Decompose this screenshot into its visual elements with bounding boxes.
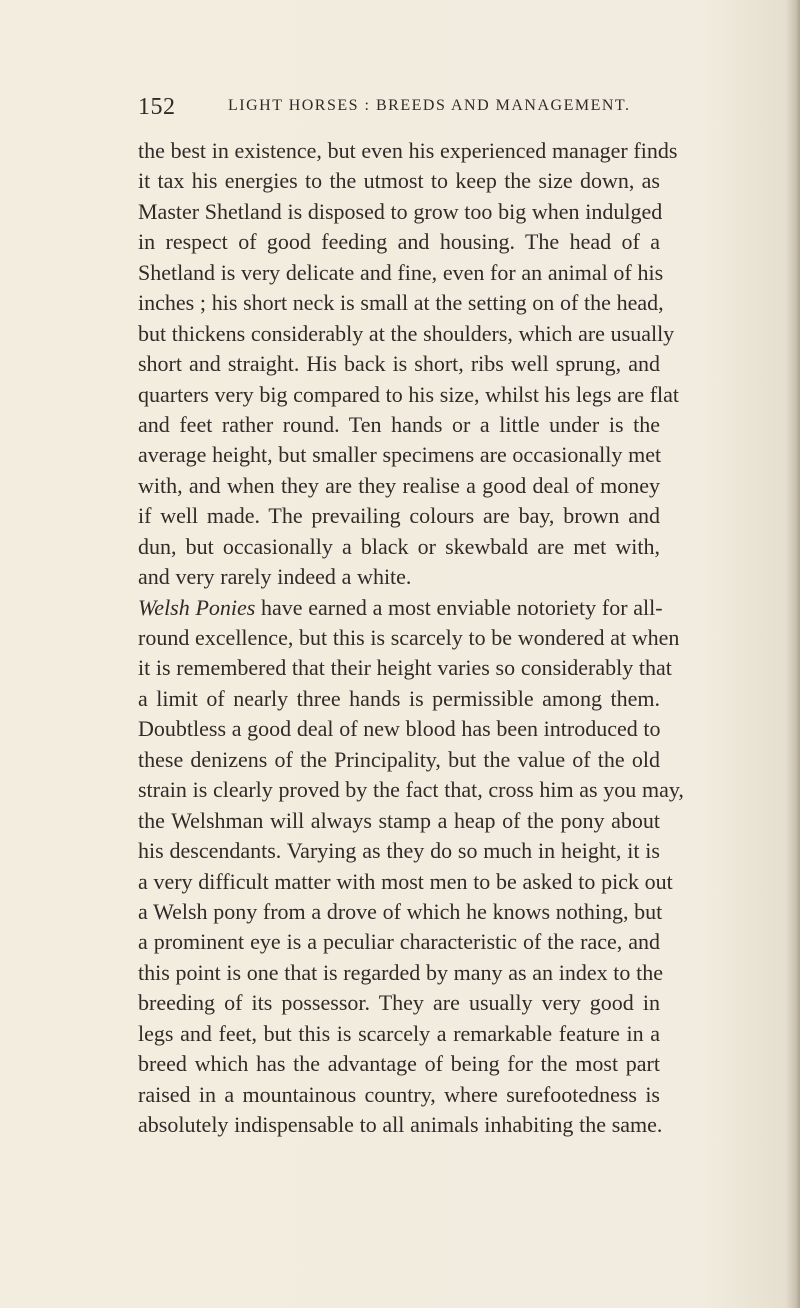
text-line: if well made. The prevailing colours are bay, brown and (138, 503, 660, 529)
text-line: the Welshman will always stamp a heap of the pony about (138, 807, 660, 833)
paragraph-last-line: and very rarely indeed a white. (138, 564, 412, 590)
text-line: average height, but smaller specimens are occasionally met (138, 442, 662, 468)
text-line: in respect of good feeding and housing. The head of a (138, 229, 660, 255)
text-line: with, and when they are they realise a good deal of money (138, 472, 660, 498)
page-edge-shadow (786, 0, 800, 1308)
text-line: a Welsh pony from a drove of which he knows nothing, but (138, 898, 663, 924)
welsh-paragraph-text: have earned a most enviable notoriety for all- (255, 594, 663, 620)
text-line: his descendants. Varying as they do so much in height, it is (138, 838, 660, 864)
text-line: a limit of nearly three hands is permissible among them. (138, 685, 660, 711)
text-line: it tax his energies to the utmost to keep the size down, as (138, 168, 660, 194)
page-header (138, 94, 658, 122)
text-line: these denizens of the Principality, but the value of the old (138, 746, 660, 772)
text-line: strain is clearly proved by the fact that, cross him as you may, (138, 777, 684, 803)
text-line: and feet rather round. Ten hands or a little under is the (138, 411, 660, 437)
text-line: Master Shetland is disposed to grow too big when indulged (138, 198, 663, 224)
text-line: dun, but occasionally a black or skewbald are met with, (138, 533, 660, 559)
welsh-paragraph-first-line (138, 593, 663, 623)
text-line: a prominent eye is a peculiar characteristic of the race, and (138, 929, 660, 955)
text-line: legs and feet, but this is scarcely a remarkable feature in a (138, 1020, 660, 1046)
running-head: LIGHT HORSES : BREEDS AND MANAGEMENT. (228, 97, 631, 114)
text-line: Shetland is very delicate and fine, even for an animal of his (138, 259, 664, 285)
text-line: short and straight. His back is short, ribs well sprung, and (138, 351, 660, 377)
text-line: raised in a mountainous country, where surefootedness is (138, 1081, 660, 1107)
text-line: it is remembered that their height varies so considerably that (138, 655, 672, 681)
welsh-ponies-heading: Welsh Ponies (138, 594, 256, 620)
text-line: breed which has the advantage of being for the most part (138, 1051, 660, 1077)
body-text (138, 136, 684, 1140)
text-line: breeding of its possessor. They are usually very good in (138, 990, 660, 1016)
text-line: but thickens considerably at the shoulders, which are usually (138, 320, 675, 346)
text-line: the best in existence, but even his experienced manager finds (138, 138, 678, 163)
text-line: a very difficult matter with most men to be asked to pick out (138, 868, 673, 894)
text-line: round excellence, but this is scarcely to be wondered at when (138, 625, 680, 650)
text-line: Doubtless a good deal of new blood has been introduced to (138, 716, 661, 742)
paragraph-last-line: absolutely indispensable to all animals inhabiting the same. (138, 1112, 663, 1137)
text-line: inches ; his short neck is small at the setting on of the head, (138, 290, 664, 316)
text-line: this point is one that is regarded by many as an index to the (138, 959, 663, 985)
text-line: quarters very big compared to his size, whilst his legs are flat (138, 381, 680, 407)
page-number: 152 (138, 94, 176, 120)
